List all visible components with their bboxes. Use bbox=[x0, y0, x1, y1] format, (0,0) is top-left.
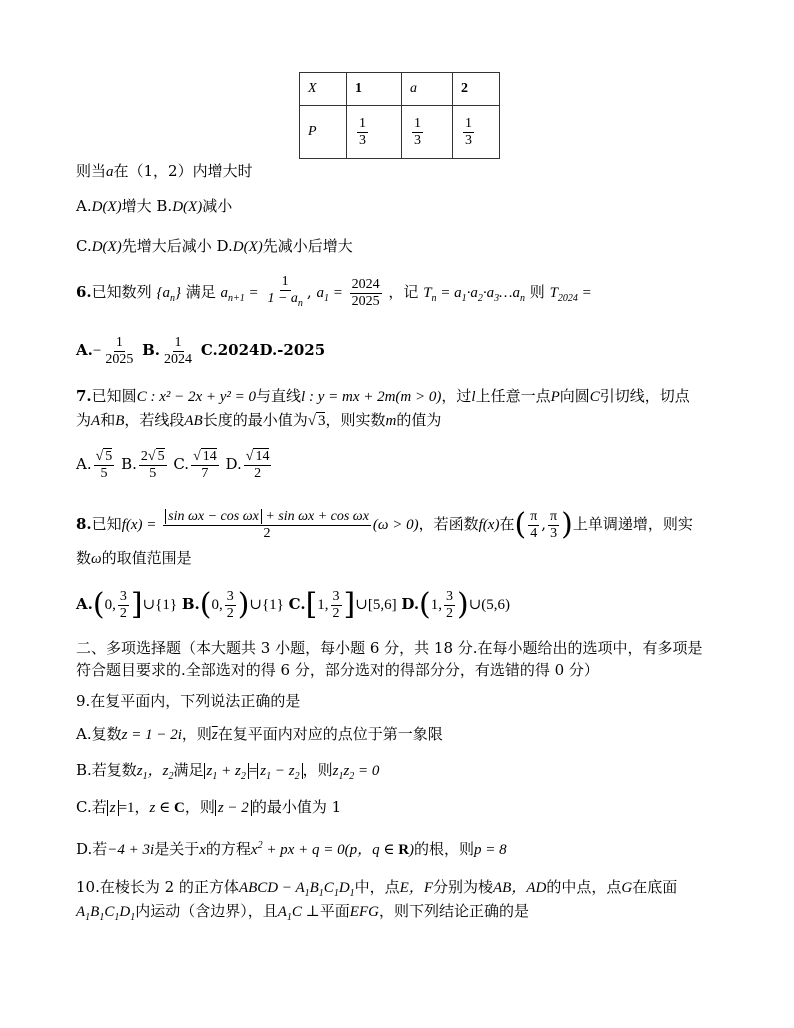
q7-stem-line1: 7.已知圆C : x² − 2x + y² = 0与直线l : y = mx + 2m(m > 0)，过l上任意一点P向圆C引切线，切点 bbox=[76, 387, 690, 405]
distribution-table bbox=[299, 72, 500, 159]
table-cell bbox=[402, 106, 453, 159]
fraction: $\frac{\pi}{4}$ bbox=[530, 508, 538, 541]
fraction: $\frac{1}{3}$ bbox=[414, 115, 421, 148]
section2-header-line2: 符合题目要求的.全部选对的得 6 分，部分选对的得部分分，有选错的得 0 分） bbox=[76, 661, 599, 679]
q7-stem-line2: 为A和B，若线段AB长度的最小值为√ 3，则实数m的值为 bbox=[76, 411, 442, 429]
q8-options: A.(0, $\frac{3}{2}$ ]∪{1} B.(0, $\frac{3}{2}$ )∪{1} C.[1, $\frac{3}{2}$ ]∪[5,6] D.(1, $\frac{3}{2}$ )∪(5,6) bbox=[76, 587, 511, 622]
table-cell bbox=[453, 106, 500, 159]
q10-stem-line1: 10.在棱长为 2 的正方体ABCD − $A_1B_1C_1D_1$中，点E，F分别为棱AB，AD的中点，点G在底面 bbox=[76, 878, 678, 899]
section2-header-line1: 二、多项选择题（本大题共 3 小题，每小题 6 分，共 18 分.在每小题给出的选项中，有多项是 bbox=[76, 639, 703, 657]
q7-options: A. $\frac{√ 5}{5}$ B. $\frac{2√ 5}{5}$ C. $\frac{√ 14}{7}$ D. $\frac{√ 14}{2}$ bbox=[76, 448, 270, 481]
q8-stem-line1: 8.已知f(x) = $\frac{\text{sin ωx − cos ωx + sin ωx + cos ωx}}{2}$ (ω > 0)，若函数f(x)在( $\frac{\pi}{4}$ , $\frac{\pi}{3}$ )上单调递增，则实 bbox=[76, 507, 693, 542]
q9-option-d: D.若−4 + 3i是关于x的方程$x^2$ + px + q = 0(p，q ∈ R)的根，则p = 8 bbox=[76, 840, 507, 858]
fraction: $\frac{2√ 5}{5}$ bbox=[140, 448, 165, 481]
table-cell: X bbox=[300, 73, 347, 106]
q5-prompt: 则当a在（1，2）内增大时 bbox=[76, 162, 253, 180]
q6-options: A.− $\frac{1}{2025}$ B. $\frac{1}{2024}$ C.2024D.-2025 bbox=[76, 334, 326, 367]
q5-options-ab: A.D(X)增大 B.D(X)减小 bbox=[76, 197, 233, 215]
fraction: $\frac{\pi}{3}$ bbox=[550, 508, 558, 541]
table-cell: 2 bbox=[453, 73, 500, 106]
fraction: $\frac{\text{sin ωx − cos ωx + sin ωx + cos ωx}}{2}$ bbox=[163, 509, 371, 542]
table-row bbox=[300, 73, 500, 106]
fraction: $\frac{1}{3}$ bbox=[465, 115, 472, 148]
q10-stem-line2: $A_1B_1C_1D_1$内运动（含边界），且$A_1C$ ⊥平面EFG，则下列结论正确的是 bbox=[76, 902, 529, 923]
q9-option-a: A.复数z = 1 − 2i，则$\overline{z}$在复平面内对应的点位于第一象限 bbox=[76, 725, 443, 743]
table-row bbox=[300, 106, 500, 159]
fraction: $\frac{1}{2025}$ bbox=[105, 334, 134, 367]
q5-options-cd: C.D(X)先增大后减小 D.D(X)先减小后增大 bbox=[76, 237, 353, 255]
table-cell: P bbox=[300, 106, 347, 159]
table-cell: 1 bbox=[347, 73, 402, 106]
q8-stem-line2: 数ω的取值范围是 bbox=[76, 549, 192, 567]
fraction: $\frac{1}{2024}$ bbox=[164, 334, 193, 367]
fraction: $\frac{√ 14}{2}$ bbox=[245, 448, 270, 481]
fraction: $\frac{1}{3}$ bbox=[359, 115, 366, 148]
fraction: $\frac{1}{1 - a_n}$ bbox=[267, 274, 303, 309]
fraction: $\frac{2024}{2025}$ bbox=[351, 276, 380, 309]
fraction: $\frac{√ 14}{7}$ bbox=[193, 448, 217, 481]
table-cell bbox=[347, 106, 402, 159]
q9-option-c: C.若 z =1，z ∈ C，则 z − 2 的最小值为 1 bbox=[76, 798, 342, 816]
fraction: $\frac{√ 5}{5}$ bbox=[95, 448, 113, 481]
q9-stem: 9.在复平面内，下列说法正确的是 bbox=[76, 692, 301, 710]
table-cell: a bbox=[402, 73, 453, 106]
q6-stem: 6.已知数列 $\{a_n\}$ 满足 $a_{n+1}$ = $\frac{1}{1 - a_n}$ , $a_1$ = $\frac{2024}{2025}$ ，记 $T_n$ = $a_1\cdot a_2\cdot a_3\dots a_n$ 则 $T_{2024}$ = bbox=[76, 274, 592, 317]
q9-option-b: B.若复数$z_1$，$z_2$满足 $z_1 + z_2 = z_1 - z_2$ ，则$z_1z_2 = 0$ bbox=[76, 761, 380, 782]
